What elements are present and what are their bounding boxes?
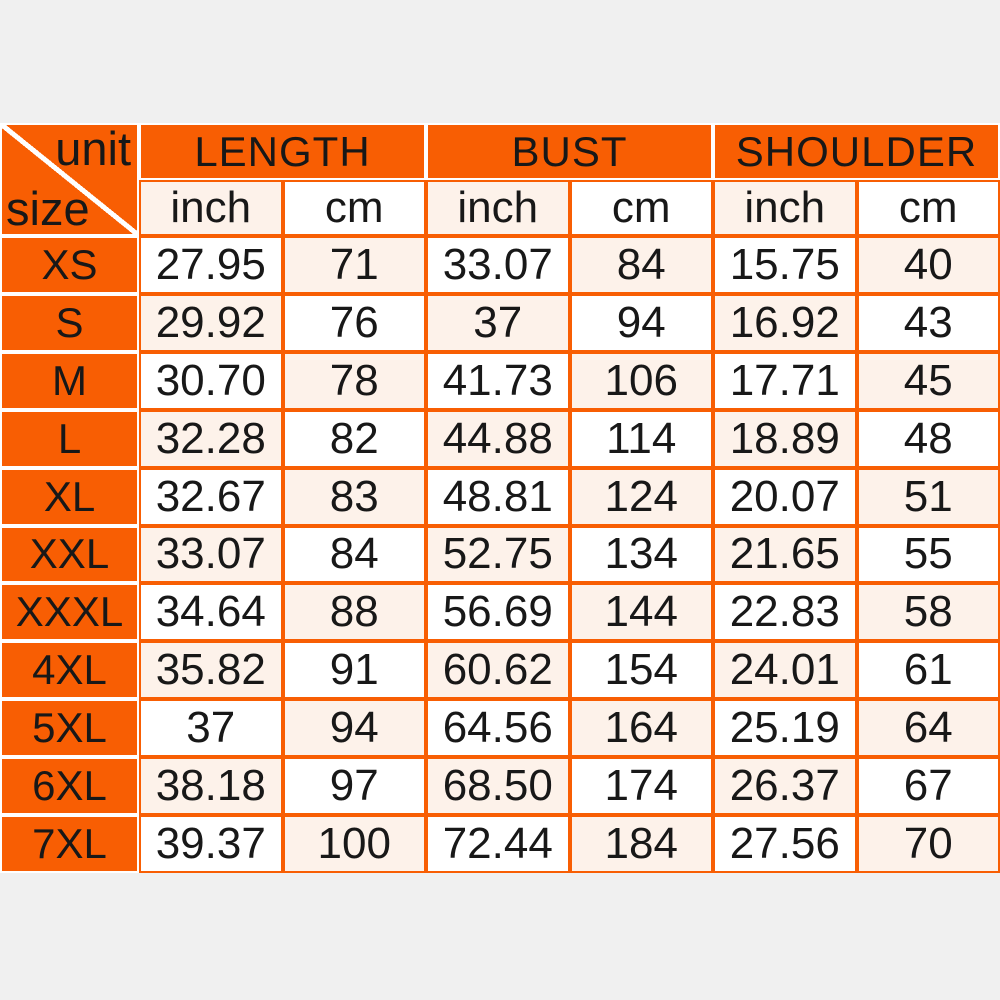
unit-header-shoulder-inch: inch — [713, 180, 857, 236]
size-cell-4xl: 4XL — [0, 641, 139, 699]
value-cell: 91 — [283, 641, 427, 699]
value-cell: 27.56 — [713, 815, 857, 873]
size-cell-s: S — [0, 294, 139, 352]
table-row-5xl — [0, 699, 1000, 757]
value-cell: 174 — [570, 757, 714, 815]
value-cell: 82 — [283, 410, 427, 468]
value-cell: 83 — [283, 468, 427, 526]
size-chart-table — [0, 123, 1000, 873]
value-cell: 33.07 — [426, 236, 570, 294]
value-cell: 71 — [283, 236, 427, 294]
value-cell: 67 — [857, 757, 1000, 815]
unit-header-length-inch: inch — [139, 180, 283, 236]
value-cell: 22.83 — [713, 583, 857, 641]
value-cell: 55 — [857, 526, 1000, 584]
value-cell: 88 — [283, 583, 427, 641]
column-group-length: LENGTH — [139, 123, 426, 180]
corner-cell — [0, 123, 139, 236]
value-cell: 48.81 — [426, 468, 570, 526]
value-cell: 56.69 — [426, 583, 570, 641]
value-cell: 39.37 — [139, 815, 283, 873]
value-cell: 64.56 — [426, 699, 570, 757]
value-cell: 114 — [570, 410, 714, 468]
value-cell: 17.71 — [713, 352, 857, 410]
value-cell: 184 — [570, 815, 714, 873]
value-cell: 34.64 — [139, 583, 283, 641]
table-row-xxl — [0, 526, 1000, 584]
value-cell: 84 — [283, 526, 427, 584]
value-cell: 124 — [570, 468, 714, 526]
value-cell: 51 — [857, 468, 1000, 526]
value-cell: 35.82 — [139, 641, 283, 699]
column-group-shoulder: SHOULDER — [713, 123, 1000, 180]
table-row-7xl — [0, 815, 1000, 873]
value-cell: 76 — [283, 294, 427, 352]
value-cell: 43 — [857, 294, 1000, 352]
unit-header-row — [139, 180, 1000, 236]
value-cell: 60.62 — [426, 641, 570, 699]
value-cell: 18.89 — [713, 410, 857, 468]
value-cell: 68.50 — [426, 757, 570, 815]
size-cell-m: M — [0, 352, 139, 410]
size-cell-6xl: 6XL — [0, 757, 139, 815]
table-row-s — [0, 294, 1000, 352]
value-cell: 52.75 — [426, 526, 570, 584]
column-group-bust: BUST — [426, 123, 713, 180]
header-section — [0, 123, 1000, 236]
value-cell: 44.88 — [426, 410, 570, 468]
value-cell: 25.19 — [713, 699, 857, 757]
value-cell: 134 — [570, 526, 714, 584]
table-row-4xl — [0, 641, 1000, 699]
value-cell: 20.07 — [713, 468, 857, 526]
size-cell-l: L — [0, 410, 139, 468]
size-cell-xs: XS — [0, 236, 139, 294]
value-cell: 97 — [283, 757, 427, 815]
value-cell: 33.07 — [139, 526, 283, 584]
column-group-row — [139, 123, 1000, 180]
corner-unit-label: unit — [55, 122, 131, 175]
value-cell: 164 — [570, 699, 714, 757]
size-cell-xl: XL — [0, 468, 139, 526]
value-cell: 70 — [857, 815, 1000, 873]
value-cell: 45 — [857, 352, 1000, 410]
value-cell: 64 — [857, 699, 1000, 757]
value-cell: 94 — [283, 699, 427, 757]
value-cell: 27.95 — [139, 236, 283, 294]
size-cell-5xl: 5XL — [0, 699, 139, 757]
unit-header-bust-inch: inch — [426, 180, 570, 236]
size-cell-xxl: XXL — [0, 526, 139, 584]
value-cell: 21.65 — [713, 526, 857, 584]
header-right — [139, 123, 1000, 236]
table-row-xl — [0, 468, 1000, 526]
table-row-6xl — [0, 757, 1000, 815]
value-cell: 72.44 — [426, 815, 570, 873]
table-row-m — [0, 352, 1000, 410]
table-row-xs — [0, 236, 1000, 294]
value-cell: 78 — [283, 352, 427, 410]
unit-header-shoulder-cm: cm — [857, 180, 1000, 236]
value-cell: 41.73 — [426, 352, 570, 410]
value-cell: 38.18 — [139, 757, 283, 815]
size-cell-7xl: 7XL — [0, 815, 139, 873]
value-cell: 32.67 — [139, 468, 283, 526]
value-cell: 37 — [139, 699, 283, 757]
value-cell: 100 — [283, 815, 427, 873]
value-cell: 24.01 — [713, 641, 857, 699]
corner-size-label: size — [6, 182, 90, 235]
value-cell: 154 — [570, 641, 714, 699]
value-cell: 58 — [857, 583, 1000, 641]
unit-header-length-cm: cm — [283, 180, 427, 236]
value-cell: 32.28 — [139, 410, 283, 468]
value-cell: 37 — [426, 294, 570, 352]
value-cell: 16.92 — [713, 294, 857, 352]
table-row-xxxl — [0, 583, 1000, 641]
value-cell: 40 — [857, 236, 1000, 294]
value-cell: 61 — [857, 641, 1000, 699]
value-cell: 84 — [570, 236, 714, 294]
value-cell: 144 — [570, 583, 714, 641]
value-cell: 94 — [570, 294, 714, 352]
table-row-l — [0, 410, 1000, 468]
value-cell: 30.70 — [139, 352, 283, 410]
size-cell-xxxl: XXXL — [0, 583, 139, 641]
unit-header-bust-cm: cm — [570, 180, 714, 236]
value-cell: 106 — [570, 352, 714, 410]
value-cell: 15.75 — [713, 236, 857, 294]
value-cell: 26.37 — [713, 757, 857, 815]
value-cell: 48 — [857, 410, 1000, 468]
value-cell: 29.92 — [139, 294, 283, 352]
